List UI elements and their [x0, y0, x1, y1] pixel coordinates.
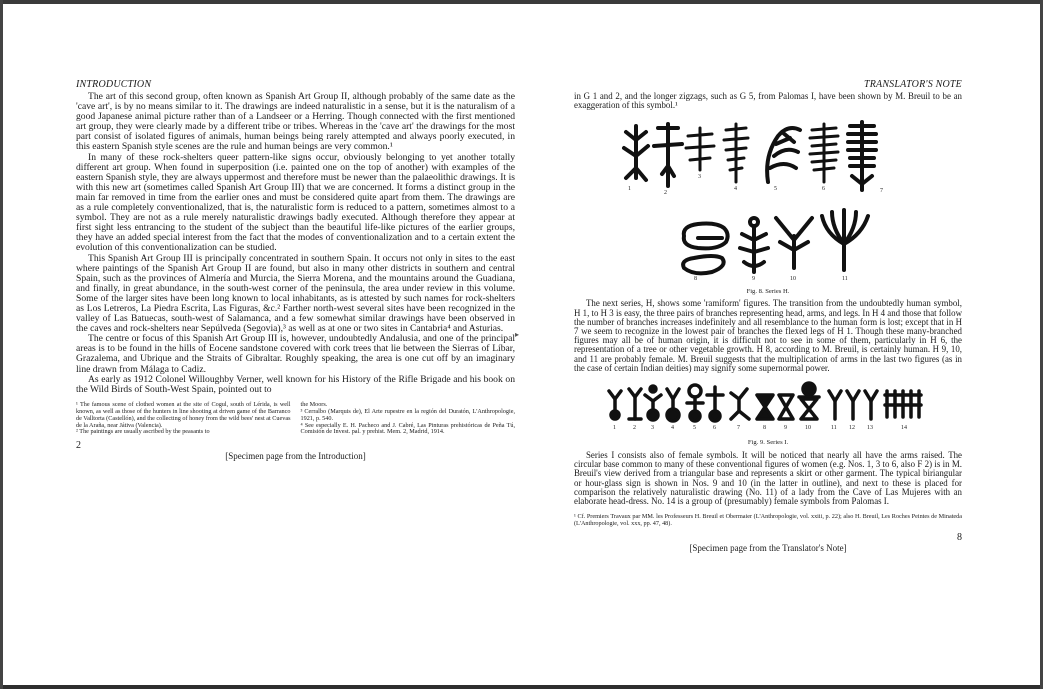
glyph-i2 — [629, 389, 641, 419]
left-specimen-caption: [Specimen page from the Introduction] — [225, 451, 366, 462]
left-paragraph-3: This Spanish Art Group III is principally concentrated in southern Spain. It occurs not only in sites to the east where paintings of the Spanish Art Group II are found, but also in many other districts in southern and central Spain, such as the provinces of Almería and Murcia, the Sierra Morena, and the mountains around the Guadiana, and finally, in great abundance, in the south-west corner of the peninsula, the area under review in this volume. Some of the larger sites have been long known to local inhabitants, as is attested by such names for rock-shelters as Los Letreros, La Piedra Escrita, Las Figuras, &c.² Farther north-west several sites have been recognized in the valley of Las Batuecas, south-west of Salamanca, and a few somewhat similar drawings have been observed in the caves and rock-shelters near Sepúlveda (Segovia),³ as well as at one or two sites in Cantabria⁴ and Asturias. — [76, 252, 515, 335]
glyph-i8 — [757, 395, 773, 419]
footnote-1: ¹ The famous scene of clothed women at the site of Cogul, south of Lérida, is well known, as well as those of the hunters in line shooting at driven game of the Barranco de Valltorta (Castellón), and the collecting of honey from the wild bees' nest at Cuevas de la Araña, near Játiva (Valencia). — [76, 400, 291, 429]
fig9-label-7: 7 — [737, 425, 740, 432]
left-paragraph-5: As early as 1912 Colonel Willoughby Verner, well known for his History of the Rifle Brigade and his book on the Wild Birds of South-West Spain, pointed out to — [76, 373, 515, 395]
glyph-i9 — [779, 395, 793, 419]
glyph-h9 — [740, 218, 768, 272]
fig9-label-6: 6 — [713, 425, 716, 432]
figure-9 — [603, 381, 933, 437]
glyph-h7 — [848, 122, 876, 190]
fig8-label-5: 5 — [774, 186, 777, 193]
footnote-3: ³ Cerralbo (Marquis de), El Arte rupestre en la región del Duratón, L'Anthropologie, 1921, p. 540. — [300, 407, 515, 422]
glyph-h4 — [724, 124, 748, 182]
glyph-i4 — [667, 389, 679, 421]
glyph-i10 — [799, 383, 819, 419]
glyph-h10 — [776, 218, 812, 268]
fig8-label-4: 4 — [734, 186, 737, 193]
fig9-label-14: 14 — [901, 425, 907, 432]
fig9-label-8: 8 — [763, 425, 766, 432]
glyph-i1 — [609, 391, 621, 419]
left-page-number: 2 — [76, 440, 81, 452]
glyph-i11 — [829, 391, 841, 419]
fig8-label-9: 9 — [752, 276, 755, 283]
left-paragraph-1: The art of this second group, often known as Spanish Art Group II, although probably of the same date as the 'cave art', is by no means similar to it. The drawings are indeed naturalistic in a sense, but it is the naturalism of a good Japanese animal picture rather than of a Landseer or a Herring. Though connected with the first mentioned art group, they were clearly made by a different tribe or tribes. Whereas in the 'cave art' the drawings for the most part consist of isolated figures of animals, human beings being rarely attempted and always poorly executed, in this eastern Spanish style scenes are the rule and human beings are very common.¹ — [76, 91, 515, 153]
glyph-i3 — [645, 386, 661, 420]
fig9-label-10: 10 — [805, 425, 811, 432]
right-page-number: 8 — [957, 532, 962, 544]
fig9-label-9: 9 — [784, 425, 787, 432]
figure-9-caption: Fig. 9. Series I. — [747, 439, 789, 447]
scan-edge-top — [0, 0, 1043, 4]
fig8-label-2: 2 — [664, 190, 667, 197]
glyph-i5 — [687, 385, 703, 421]
fig8-label-6: 6 — [822, 186, 825, 193]
glyph-h8 — [683, 224, 727, 274]
glyph-i7 — [731, 389, 749, 419]
glyph-i13 — [865, 391, 877, 419]
fig9-label-1: 1 — [613, 425, 616, 432]
left-paragraph-2: In many of these rock-shelters queer pattern-like signs occur, obviously belonging to yet another totally different art group. When found in superposition (i.e. painted one on the top of another) with examples of the eastern Spanish style, they are always uppermost and therefore must be newer than the palaeolithic drawings. It is with this new art (sometimes called Spanish Art Group III) that we are concerned. It forms a distinct group in the main far removed in time from the earlier ones and must be considered quite apart from them. The drawings are as a rule completely conventionalized, that is, the naturalistic form is reduced to a pattern, sometimes almost to a symbol. They are not as a rule merely naturalistic drawings badly executed. Although therefore they appear at first sight less entrancing to the student of the subject than the beautiful life-like pictures of the earlier groups, they have an added special interest from the fact that the modes of conventionalization and to a certain extent the evolution of this conventionalization can be studied. — [76, 151, 515, 254]
fig8-label-3: 3 — [698, 174, 701, 181]
fig8-label-8: 8 — [694, 276, 697, 283]
fig9-label-3: 3 — [651, 425, 654, 432]
right-footnote-1: ¹ Cf. Premiers Travaux par MM. les Professeurs H. Breuil et Obermaier (L'Anthropologie, vol. xxiii, p. 22); also H. Breuil, Les Roches Peintes de Minateda (L'Anthropologie, vol. xxx, pp. 47, 48). — [574, 513, 962, 528]
fig9-label-4: 4 — [671, 425, 674, 432]
right-footnotes — [574, 514, 962, 528]
fig9-label-5: 5 — [693, 425, 696, 432]
scan-edge-bottom — [0, 685, 1043, 689]
fig8-label-1: 1 — [628, 186, 631, 193]
gutter-mark: ▸ — [515, 330, 520, 339]
fig8-label-10: 10 — [790, 276, 796, 283]
footnote-2-cont: the Moors. — [300, 400, 328, 408]
right-specimen-caption: [Specimen page from the Translator's Note] — [689, 543, 847, 554]
right-paragraph-series-h: The next series, H, shows some 'ramiform' figures. The transition from the undoubtedly human symbol, H 1, to H 3 is easy, the three pairs of branches representing head, arms, and legs. In H 4 and those that follow the number of branches increases indefinitely and all resemblance to the human form is lost; except that in H 7 we seem to recognize in the lowest pair of branches the flexed legs of H 1. Though these many-branched figures may all be of human origin, it is difficult not to see in some of them, particularly in H 6, the representation of a tree or other vegetable growth. H 8, according to M. Breuil, is certainly human. H 9, 10, and 11 are probably female. M. Breuil suggests that the multiplication of arms in the last two figures (as in the case of certain Indian deities) may signify some supernormal power. — [574, 298, 962, 373]
figure-8-drawings — [618, 116, 918, 286]
left-footnotes-col-1 — [76, 402, 291, 437]
glyph-i6 — [707, 387, 723, 421]
figure-9-drawings — [603, 381, 933, 427]
right-intro-paragraph: in G 1 and 2, and the longer zigzags, such as G 5, from Palomas I, have been shown by M. Breuil to be an exaggeration of this symbol.¹ — [574, 91, 962, 111]
fig9-label-11: 11 — [831, 425, 837, 432]
glyph-i12 — [847, 391, 859, 419]
footnote-4: ⁴ See especially E. H. Pacheco and J. Cabré, Las Pinturas prehistóricas de Peña Tú, Comisión de Invest. pal. y prehist. Mem. 2, Madrid, 1914. — [300, 421, 515, 436]
glyph-h2 — [654, 124, 682, 186]
glyph-h11 — [822, 210, 868, 270]
left-page — [76, 79, 515, 461]
glyph-i14 — [885, 391, 921, 417]
figure-8 — [618, 116, 918, 286]
glyph-h1 — [624, 126, 648, 180]
right-paragraph-series-i: Series I consists also of female symbols. It will be noticed that nearly all have the arms raised. The circular base common to many of these conventional figures of women (e.g. Nos. 1, 3 to 6, also F 2) is in M. Breuil's view derived from a triangular base and represents a skirt or other garment. The typical biriangular or hour-glass sign is shown in Nos. 9 and 10 (in the latter in outline), and next to these is placed for comparison the relatively naturalistic drawing (No. 11) of a lady from the Cave of Las Mujeres with an elaborate head-dress. No. 14 is a group of (presumably) female symbols from Palomas I. — [574, 450, 962, 507]
fig8-label-11: 11 — [842, 276, 848, 283]
glyph-h6 — [810, 124, 838, 182]
right-footnotes-col — [574, 514, 962, 528]
glyph-h5 — [767, 128, 800, 182]
figure-8-caption: Fig. 8. Series H. — [746, 288, 790, 296]
footnote-2: ² The paintings are usually ascribed by the peasants to — [76, 428, 210, 436]
glyph-h3 — [686, 128, 714, 170]
left-paragraph-4: The centre or focus of this Spanish Art Group III is, however, undoubtedly Andalusia, and one of the principal areas is to be found in the hills of Eocene sandstone covered with cork trees that lie between the Sierras of Líbar, Grazalema, and Ubrique and the Straits of Gibraltar. Roughly speaking, the area is one cut off by an imaginary line drawn from Málaga to Cadiz. — [76, 333, 515, 375]
scan-edge-left — [0, 0, 3, 689]
left-footnotes — [76, 402, 515, 437]
left-running-head: INTRODUCTION — [76, 79, 152, 90]
fig9-label-13: 13 — [867, 425, 873, 432]
fig9-label-2: 2 — [633, 425, 636, 432]
fig8-label-7: 7 — [880, 188, 883, 195]
left-footnotes-col-2 — [301, 402, 516, 437]
right-page — [574, 79, 962, 553]
right-running-head: TRANSLATOR'S NOTE — [863, 79, 962, 90]
fig9-label-12: 12 — [849, 425, 855, 432]
